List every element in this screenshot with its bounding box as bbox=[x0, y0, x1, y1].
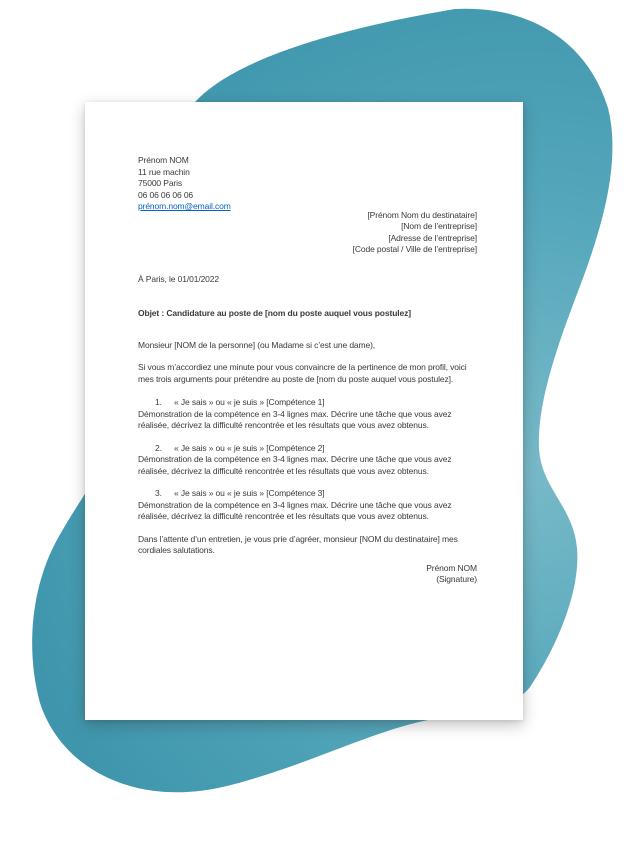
recipient-postal-city: [Code postal / Ville de l’entreprise] bbox=[352, 244, 477, 254]
argument-item-3 bbox=[138, 488, 477, 523]
sender-street: 11 rue machin bbox=[138, 166, 190, 177]
date-line: À Paris, le 01/01/2022 bbox=[138, 273, 219, 284]
recipient-company: [Nom de l’entreprise] bbox=[401, 221, 477, 231]
signature-name: Prénom NOM bbox=[426, 562, 477, 573]
subject-line: Objet : Candidature au poste de [nom du poste auquel vous postulez] bbox=[138, 308, 411, 318]
closing-paragraph: Dans l’attente d’un entretien, je vous prie d’agréer, monsieur [NOM du destinataire] mes cordiales salutations. bbox=[138, 533, 458, 555]
argument-2-body: Démonstration de la compétence en 3-4 lignes max. Décrire une tâche que vous avez réalisée, décrivez la difficulté rencontrée et les résultats que vous avez obtenus. bbox=[138, 454, 452, 476]
intro-paragraph: Si vous m’accordiez une minute pour vous convaincre de la pertinence de mon profil, voici mes trois arguments pour prétendre au poste de [nom du poste auquel vous postulez]. bbox=[138, 362, 467, 384]
arguments-list bbox=[138, 397, 477, 523]
argument-3-body: Démonstration de la compétence en 3-4 lignes max. Décrire une tâche que vous avez réalisée, décrivez la difficulté rencontrée et les résultats que vous avez obtenus. bbox=[138, 499, 452, 521]
recipient-address: [Adresse de l’entreprise] bbox=[388, 232, 477, 243]
argument-2-heading bbox=[138, 443, 477, 455]
sender-city: 75000 Paris bbox=[138, 178, 183, 188]
sender-block bbox=[138, 155, 477, 213]
argument-1-body: Démonstration de la compétence en 3-4 lignes max. Décrire une tâche que vous avez réalisée, décrivez la difficulté rencontrée et les résultats que vous avez obtenus. bbox=[138, 408, 452, 430]
argument-2-number: 2. bbox=[155, 442, 162, 453]
sender-phone: 06 06 06 06 06 bbox=[138, 189, 194, 200]
argument-3-title: « Je sais » ou « je suis » [Compétence 3] bbox=[174, 488, 325, 498]
argument-1-number: 1. bbox=[155, 397, 162, 407]
signature-block bbox=[138, 563, 477, 586]
email-link[interactable]: prénom.nom@email.com bbox=[138, 201, 231, 211]
recipient-name: [Prénom Nom du destinataire] bbox=[367, 209, 477, 220]
letter-page bbox=[85, 102, 523, 720]
argument-1-heading bbox=[138, 397, 477, 409]
argument-1-title: « Je sais » ou « je suis » [Compétence 1] bbox=[174, 397, 325, 407]
argument-2-title: « Je sais » ou « je suis » [Compétence 2] bbox=[174, 442, 325, 453]
argument-item-2 bbox=[138, 443, 477, 478]
argument-item-1 bbox=[138, 397, 477, 432]
recipient-block bbox=[138, 210, 477, 256]
sender-name: Prénom NOM bbox=[138, 155, 189, 165]
signature-note: (Signature) bbox=[436, 574, 477, 584]
argument-3-heading bbox=[138, 488, 477, 500]
salutation: Monsieur [NOM de la personne] (ou Madame si c’est une dame), bbox=[138, 339, 376, 350]
argument-3-number: 3. bbox=[155, 488, 162, 498]
